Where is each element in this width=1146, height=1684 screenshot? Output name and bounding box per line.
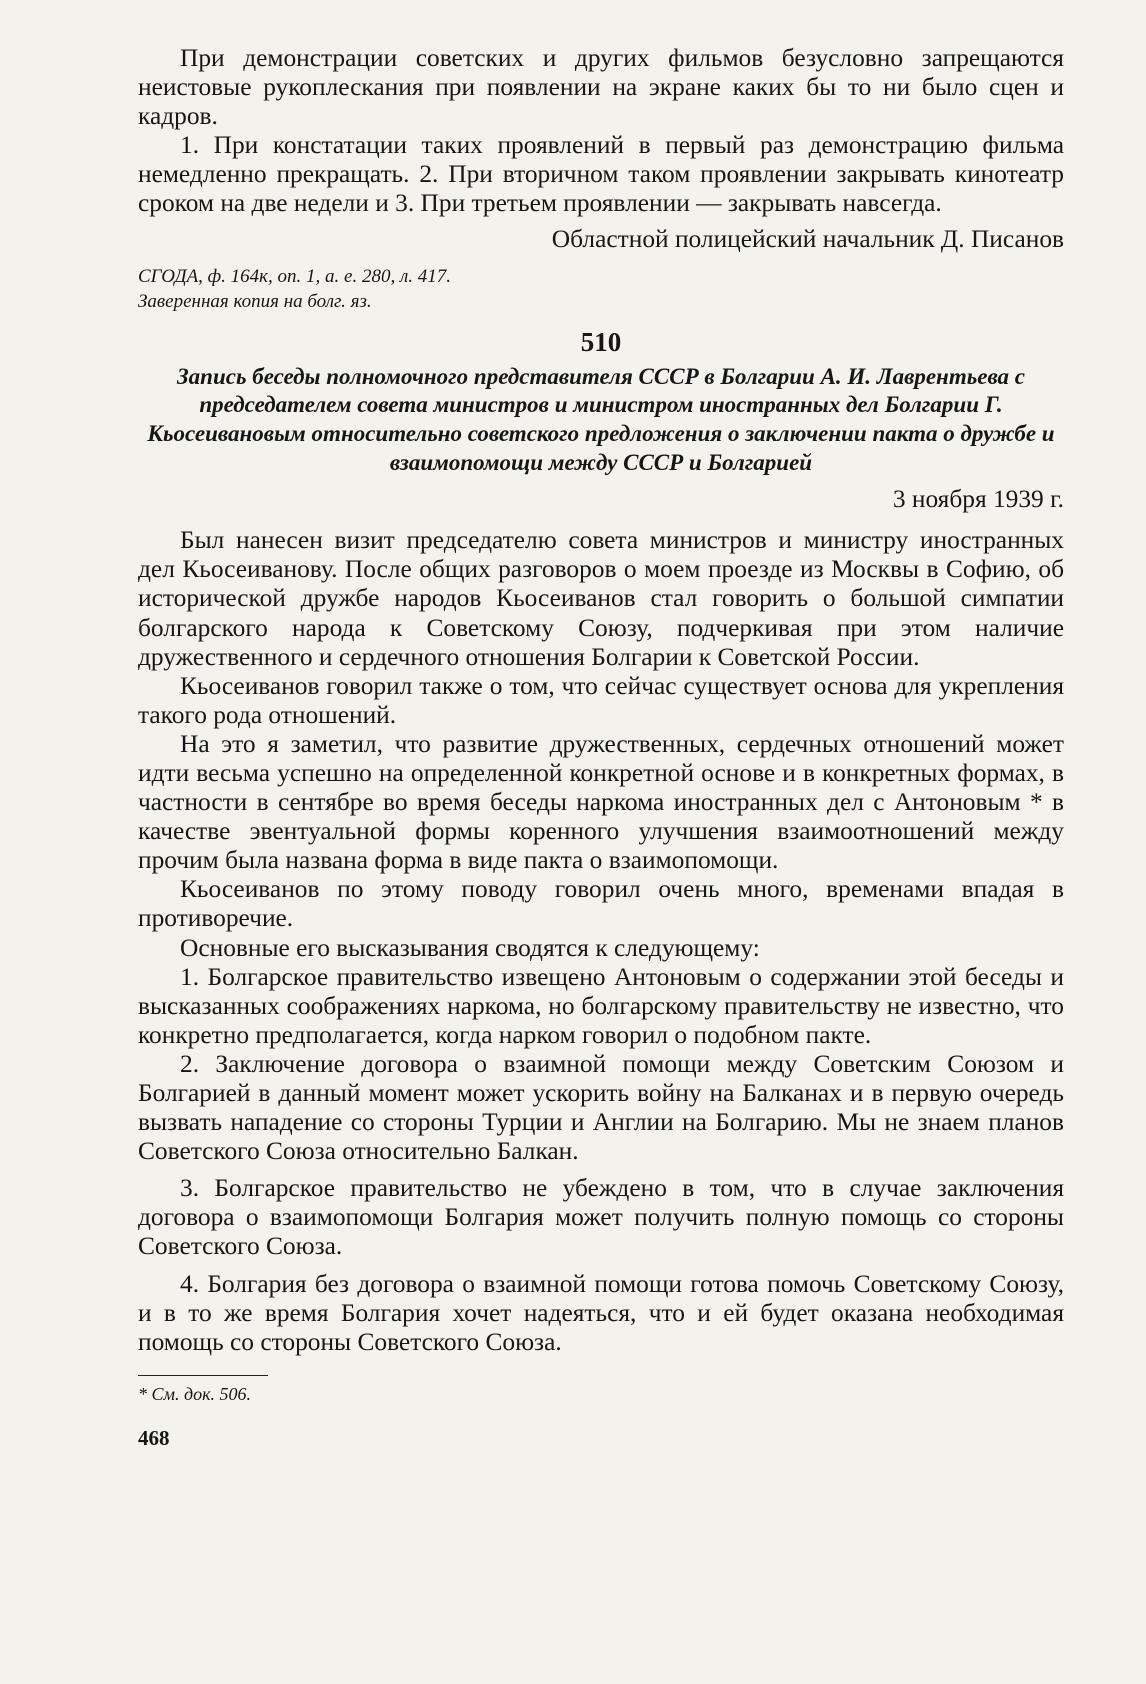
document-number: 510 (580, 326, 622, 357)
page-number: 468 (138, 1425, 170, 1450)
list-point-2: 2. Заключение договора о взаимной помощи между Советским Союзом и Болгарией в данный момент может ускорить войну на Балканах и в первую очередь вызвать нападение со стороны Турции и Англии на Болгарию. Мы не знаем планов Советского Союза относительно Балкан. (138, 1049, 1064, 1166)
body-paragraph: Основные его высказывания сводятся к следующему: (180, 933, 760, 962)
document-date: 3 ноября 1939 г. (892, 485, 1064, 514)
paragraph-penalties: 1. При констатации таких проявлений в первый раз демонстрацию фильма немедленно прекращать. 2. При вторичном таком проявлении закрывать кинотеатр сроком на две недели и 3. При третьем проявлении — закрывать навсегда. (138, 131, 1064, 218)
spacer (138, 1166, 1064, 1174)
footnote-divider (138, 1375, 268, 1376)
body-paragraph: На это я заметил, что развитие дружественных, сердечных отношений может идти весьма успешно на определенной конкретной основе и в конкретных формах, в частности в сентябре во время беседы наркома иностранных дел с Антоновым * в качестве эвентуальной формы коренного улучшения взаимоотношений между прочим была названа форма в виде пакта о взаимопомощи. (138, 729, 1064, 875)
body-paragraph: Был нанесен визит председателю совета министров и министру иностранных дел Кьосеиванову. После общих разговоров о моем проезде из Москвы в Софию, об исторической дружбе народов Кьосеиванов стал говорить о большой симпатии болгарского народа к Советскому Союзу, подчеркивая при этом наличие дружественного и сердечного отношения Болгарии к Советской России. (138, 526, 1064, 671)
footnote: * См. док. 506. (138, 1383, 252, 1404)
list-point-3: 3. Болгарское правительство не убеждено в том, что в случае заключения договора о взаимопомощи Болгария может получить полную помощь со стороны Советского Союза. (138, 1174, 1064, 1261)
archive-reference: СГОДА, ф. 164к, оп. 1, а. е. 280, л. 417. (138, 265, 452, 287)
archive-note: Заверенная копия на болг. яз. (138, 290, 372, 312)
list-point-4: 4. Болгария без договора о взаимной помощи готова помочь Советскому Союзу, и в то же время Болгария хочет надеяться, что и ей будет оказана необходимая помощь со стороны Советского Союза. (138, 1269, 1064, 1356)
list-point-1: 1. Болгарское правительство извещено Антоновым о содержании этой беседы и высказанных соображениях наркома, но болгарскому правительству не известно, что конкретно предполагается, когда нарком говорил о подобном пакте. (138, 962, 1064, 1049)
document-title: Запись беседы полномочного представителя СССР в Болгарии А. И. Лаврентьева с председателем совета министров и министром иностранных дел Болгарии Г. Кьосеивановым относительно советского предложения о заключении пакта о дружбе и взаимопомощи между СССР и Болгарией (147, 363, 1055, 475)
body-paragraph: Кьосеиванов по этому поводу говорил очень много, временами впадая в противоречие. (138, 875, 1064, 933)
book-page (138, 44, 1064, 1654)
spacer (138, 1262, 1064, 1270)
body-paragraph: Кьосеиванов говорил также о том, что сейчас существует основа для укрепления такого рода отношений. (138, 671, 1064, 729)
paragraph-applause-ban: При демонстрации советских и других фильмов безусловно запрещаются неистовые рукоплескания при появлении на экране каких бы то ни было сцен и кадров. (138, 44, 1064, 131)
signature: Областной полицейский начальник Д. Писанов (551, 224, 1064, 253)
